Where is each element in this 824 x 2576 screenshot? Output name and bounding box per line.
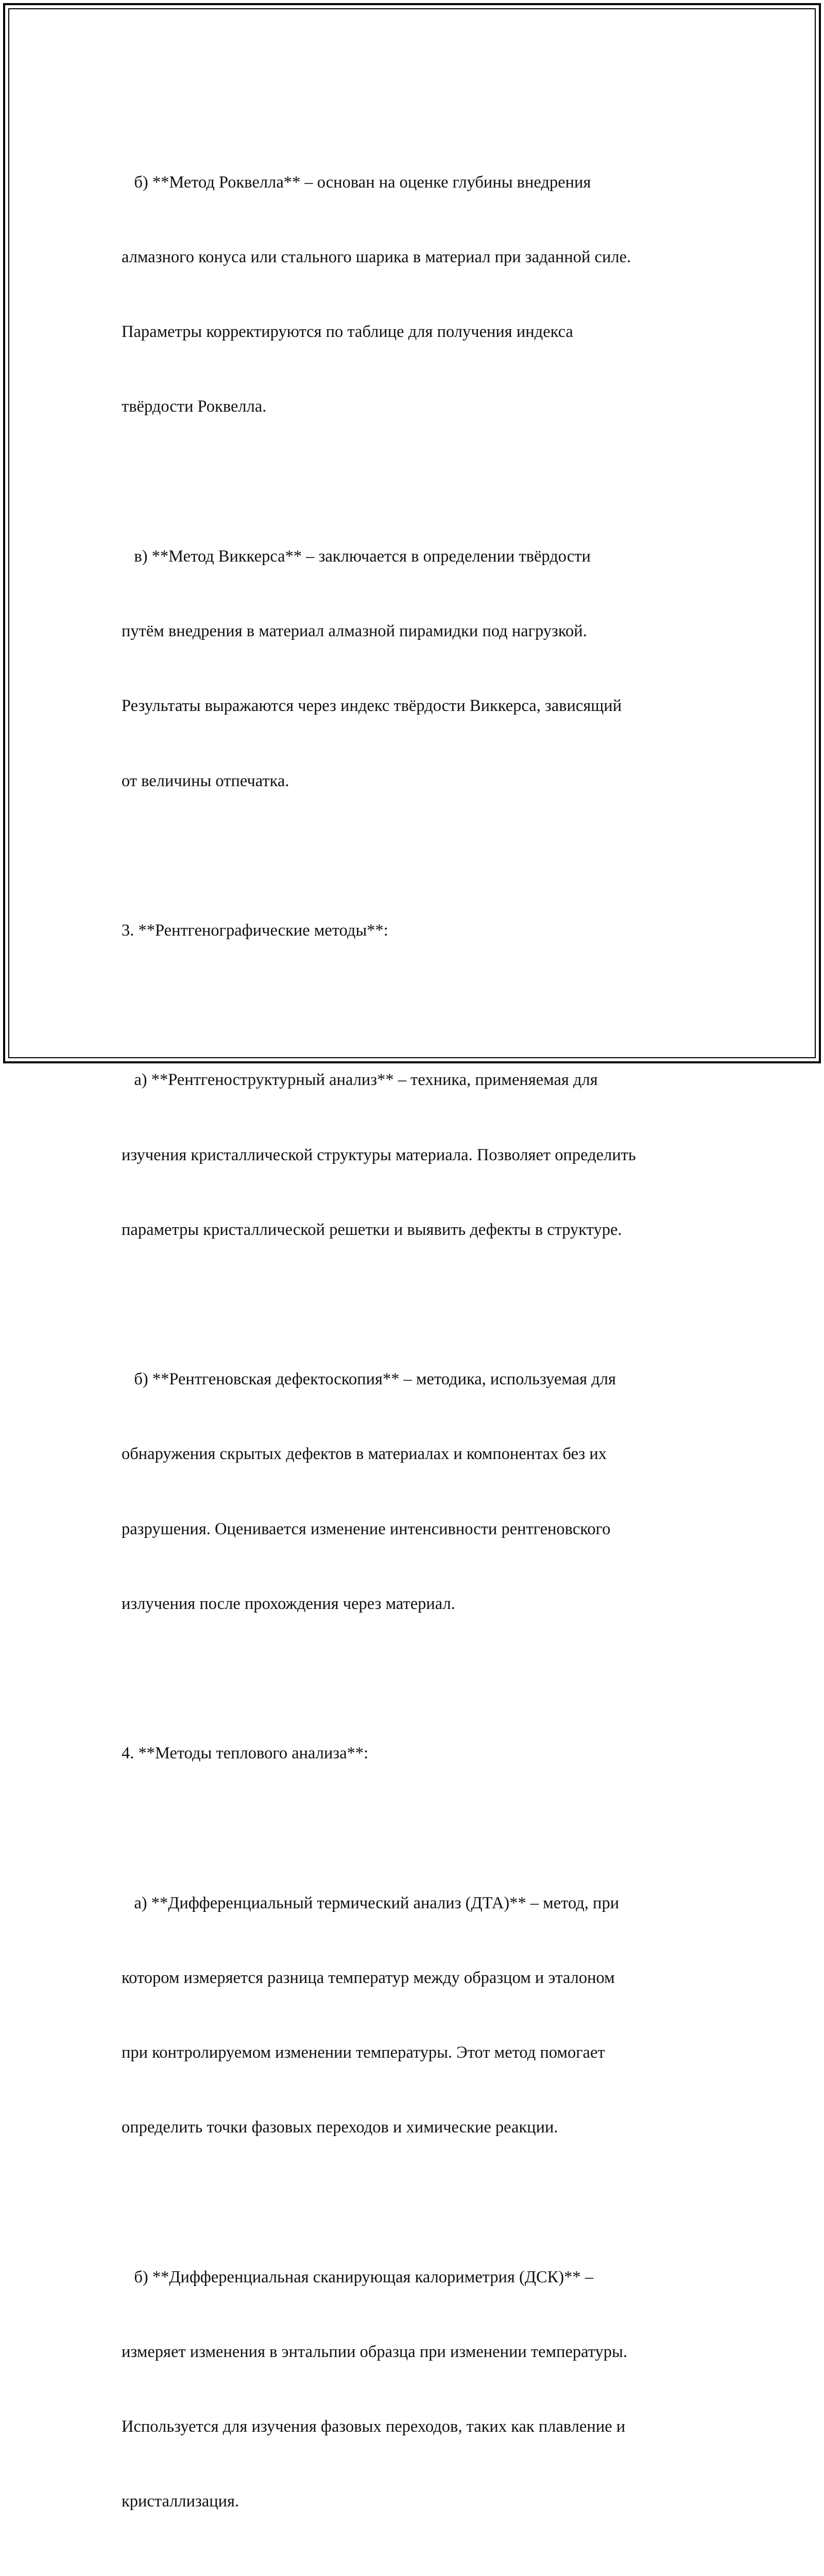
- paragraph-dta: [122, 1841, 714, 2190]
- paragraph-xray-flaw-detection: [122, 1317, 714, 1666]
- paragraph-rockwell-method: [122, 120, 714, 469]
- text-line: 3. **Рентгенографические методы**:: [122, 921, 388, 940]
- text-line: Результаты выражаются через индекс твёрдости Виккерса, зависящий: [122, 697, 622, 716]
- paragraph-vickers-method: [122, 494, 714, 843]
- text-line: кристаллизация.: [122, 2492, 239, 2511]
- text-line: 4. **Методы теплового анализа**:: [122, 1744, 369, 1763]
- text-line: от величины отпечатка.: [122, 771, 289, 790]
- text-line: б) **Дифференциальная сканирующая калориметрия (ДСК)** –: [122, 2267, 594, 2286]
- text-line: разрушения. Оценивается изменение интенсивности рентгеновского: [122, 1519, 611, 1538]
- text-line: измеряет изменения в энтальпии образца при изменении температуры.: [122, 2343, 627, 2362]
- text-line: в) **Метод Виккерса** – заключается в определении твёрдости: [122, 547, 591, 566]
- text-line: обнаружения скрытых дефектов в материалах и компонентах без их: [122, 1445, 607, 1464]
- text-line: путём внедрения в материал алмазной пирамидки под нагрузкой.: [122, 622, 587, 641]
- text-line: б) **Рентгеновская дефектоскопия** – методика, используемая для: [122, 1370, 616, 1389]
- section-heading-thermal-analysis: [122, 1691, 714, 1816]
- text-line: определить точки фазовых переходов и химические реакции.: [122, 2118, 558, 2137]
- text-line: параметры кристаллической решетки и выявить дефекты в структуре.: [122, 1220, 622, 1239]
- text-line: твёрдости Роквелла.: [122, 397, 267, 416]
- text-line: излучения после прохождения через материал.: [122, 1594, 455, 1613]
- paragraph-xray-structural-analysis: [122, 1018, 714, 1292]
- text-line: а) **Дифференциальный термический анализ (ДТА)** – метод, при: [122, 1893, 620, 1912]
- text-line: Параметры корректируются по таблице для получения индекса: [122, 323, 573, 342]
- document-body: [122, 120, 714, 2576]
- text-line: при контролируемом изменении температуры. Этот метод помогает: [122, 2043, 605, 2062]
- text-line: б) **Метод Роквелла** – основан на оценке глубины внедрения: [122, 173, 591, 192]
- section-heading-xray-methods: [122, 868, 714, 993]
- text-line: Используется для изучения фазовых переходов, таких как плавление и: [122, 2417, 626, 2436]
- text-line: алмазного конуса или стального шарика в материал при заданной силе.: [122, 248, 631, 267]
- text-line: а) **Рентгеноструктурный анализ** – техника, применяемая для: [122, 1071, 598, 1090]
- text-line: изучения кристаллической структуры материала. Позволяет определить: [122, 1145, 636, 1164]
- text-line: котором измеряется разница температур между образцом и эталоном: [122, 1968, 615, 1987]
- paragraph-dsc: [122, 2215, 714, 2564]
